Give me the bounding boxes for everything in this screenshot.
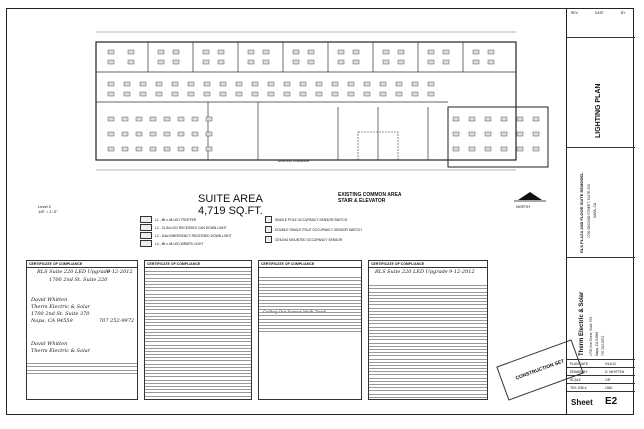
light-fixture bbox=[332, 92, 338, 96]
light-fixture bbox=[108, 82, 114, 86]
rev-header: REV bbox=[571, 11, 578, 15]
light-fixture bbox=[136, 147, 142, 151]
sheet-number: E2 bbox=[605, 396, 618, 407]
scale-value: 1/8" bbox=[605, 378, 611, 382]
level-scale: 1/8" = 1'-0" bbox=[38, 209, 58, 214]
light-fixture bbox=[338, 60, 344, 64]
sheet-label: Sheet bbox=[571, 398, 593, 407]
light-fixture bbox=[383, 50, 389, 54]
job-value: 1582 bbox=[605, 386, 613, 390]
light-fixture bbox=[428, 92, 434, 96]
light-fixture bbox=[140, 92, 146, 96]
light-fixture bbox=[206, 132, 212, 136]
light-fixture bbox=[203, 50, 209, 54]
common-area-text: EXISTING COMMON AREA bbox=[338, 192, 402, 198]
common-area-label bbox=[338, 192, 401, 204]
light-fixture bbox=[293, 50, 299, 54]
certificate-form-4: CERTIFICATE OF COMPLIANCE RLS Suite 220 LED Upgrade 9-12-2012 bbox=[368, 260, 488, 400]
light-fixture bbox=[136, 132, 142, 136]
light-fixture bbox=[136, 117, 142, 121]
light-fixture bbox=[453, 117, 459, 121]
firm-address: 1700 2nd Street, Suite 370 bbox=[589, 316, 593, 356]
light-fixture bbox=[533, 117, 539, 121]
light-fixture bbox=[469, 117, 475, 121]
light-fixture bbox=[396, 82, 402, 86]
light-fixture bbox=[172, 92, 178, 96]
form-lines bbox=[27, 361, 137, 374]
form-note: Ceiling Out Sensor Multi Track bbox=[263, 309, 327, 314]
light-fixture bbox=[488, 60, 494, 64]
suite-area-sqft: 4,719 SQ.FT. bbox=[198, 205, 263, 217]
light-fixture bbox=[332, 82, 338, 86]
light-fixture bbox=[252, 82, 258, 86]
legend-row: L3 - 3/4w EMERGENCY RECESSED DOWN LIGHT bbox=[140, 232, 232, 239]
light-fixture bbox=[268, 92, 274, 96]
light-fixture bbox=[412, 92, 418, 96]
legend-row: L2 - 13-5w LED RECESSED CAN DOWN LIGHT bbox=[140, 224, 227, 231]
plan-date-value: 9/14/12 bbox=[605, 362, 616, 366]
sheet-number-cell bbox=[567, 392, 635, 415]
project-date: 9-12-2012 bbox=[449, 269, 475, 275]
drawn-by-value: D. WHITTEN bbox=[605, 370, 625, 374]
light-fixture bbox=[473, 60, 479, 64]
plan-date-row: PLAN DATE 9/14/12 bbox=[567, 360, 635, 368]
light-fixture bbox=[485, 132, 491, 136]
light-fixture bbox=[300, 92, 306, 96]
project-address: 1700 2nd St. Suite 220 bbox=[49, 277, 108, 283]
light-fixture bbox=[124, 92, 130, 96]
light-fixture bbox=[453, 147, 459, 151]
light-fixture bbox=[218, 60, 224, 64]
firm-name: Therm Electric & Solar bbox=[579, 291, 585, 356]
light-fixture bbox=[412, 82, 418, 86]
light-fixture bbox=[248, 50, 254, 54]
light-fixture bbox=[124, 82, 130, 86]
light-fixture bbox=[284, 82, 290, 86]
light-fixture bbox=[156, 92, 162, 96]
light-fixture bbox=[428, 82, 434, 86]
certificate-form-3: CERTIFICATE OF COMPLIANCE Ceiling Out Sensor Multi Track bbox=[258, 260, 362, 400]
level-label bbox=[38, 204, 58, 214]
light-fixture bbox=[501, 132, 507, 136]
light-fixture bbox=[469, 132, 475, 136]
project-name: RLS PLAZA 2ND FLOOR SUITE REMODEL bbox=[579, 172, 584, 253]
level-name: Level 2 bbox=[38, 204, 51, 209]
light-fixture bbox=[178, 132, 184, 136]
light-fixture bbox=[108, 117, 114, 121]
north-label: NORTH bbox=[516, 204, 531, 209]
job-row: TES JOB # 1582 bbox=[567, 384, 635, 392]
project-city: NAPA, CA bbox=[593, 202, 597, 218]
light-fixture bbox=[533, 147, 539, 151]
sheet-title-cell bbox=[567, 38, 635, 148]
light-fixture bbox=[364, 82, 370, 86]
project-date: 9-12-2012 bbox=[107, 269, 133, 275]
light-fixture bbox=[398, 60, 404, 64]
light-fixture bbox=[248, 60, 254, 64]
light-fixture bbox=[517, 117, 523, 121]
light-fixture bbox=[353, 60, 359, 64]
date-header: DATE bbox=[595, 11, 604, 15]
light-fixture bbox=[348, 82, 354, 86]
signer-name: David Whitten bbox=[31, 297, 68, 303]
light-fixture bbox=[158, 60, 164, 64]
light-fixture bbox=[485, 117, 491, 121]
legend-row: L1 - 8ft x 4ft LED TROFFER bbox=[140, 216, 196, 223]
suite-area-label: SUITE AREA bbox=[198, 193, 263, 205]
light-fixture bbox=[428, 60, 434, 64]
light-fixture bbox=[156, 82, 162, 86]
project-name: RLS Suite 220 LED Upgrade bbox=[375, 269, 448, 275]
legend-row: CEILING MOUNTED OCCUPANCY SENSOR bbox=[265, 236, 342, 243]
signer-name-2: David Whitten bbox=[31, 341, 68, 347]
project-info-cell bbox=[567, 148, 635, 258]
light-fixture bbox=[364, 92, 370, 96]
light-fixture bbox=[108, 132, 114, 136]
light-fixture bbox=[473, 50, 479, 54]
light-fixture bbox=[308, 50, 314, 54]
light-fixture bbox=[300, 82, 306, 86]
light-fixture bbox=[308, 60, 314, 64]
scale-row: SCALE 1/8" bbox=[567, 376, 635, 384]
light-fixture bbox=[164, 117, 170, 121]
legend-row: SINGLE POLE OCCUPANCY SENSOR SWITCH bbox=[265, 216, 347, 223]
certificate-form-2: CERTIFICATE OF COMPLIANCE bbox=[144, 260, 252, 400]
stair-elevator-text: STAIR & ELEVATOR bbox=[338, 198, 386, 204]
light-fixture bbox=[501, 117, 507, 121]
light-fixture bbox=[178, 117, 184, 121]
light-fixture bbox=[108, 50, 114, 54]
light-fixture bbox=[192, 117, 198, 121]
light-fixture bbox=[203, 60, 209, 64]
light-fixture bbox=[316, 92, 322, 96]
light-fixture bbox=[443, 50, 449, 54]
light-fixture bbox=[488, 50, 494, 54]
light-fixture bbox=[173, 60, 179, 64]
project-name: RLS Suite 220 LED Upgrade bbox=[37, 269, 110, 275]
light-fixture bbox=[348, 92, 354, 96]
light-fixture bbox=[236, 92, 242, 96]
company-phone: 707 252-9972 bbox=[99, 318, 135, 324]
light-fixture bbox=[164, 132, 170, 136]
light-fixture bbox=[158, 50, 164, 54]
light-fixture bbox=[517, 147, 523, 151]
by-header: BY bbox=[621, 11, 626, 15]
light-fixture bbox=[218, 50, 224, 54]
light-fixture bbox=[293, 60, 299, 64]
title-block bbox=[566, 8, 634, 415]
light-fixture bbox=[172, 82, 178, 86]
company-name-2: Therm Electric & Solar bbox=[31, 348, 91, 354]
light-fixture bbox=[380, 92, 386, 96]
light-fixture bbox=[443, 60, 449, 64]
light-fixture bbox=[501, 147, 507, 151]
light-fixture bbox=[128, 50, 134, 54]
company-city: Napa, CA 94559 bbox=[31, 318, 73, 324]
light-fixture bbox=[173, 50, 179, 54]
light-fixture bbox=[284, 92, 290, 96]
light-fixture bbox=[398, 50, 404, 54]
light-fixture bbox=[108, 92, 114, 96]
light-fixture bbox=[252, 92, 258, 96]
light-fixture bbox=[150, 132, 156, 136]
light-fixture bbox=[268, 82, 274, 86]
firm-city: Napa, CA 94559 bbox=[595, 331, 599, 356]
company-address: 1700 2nd St. Suite 370 bbox=[31, 311, 90, 317]
light-fixture bbox=[204, 82, 210, 86]
form-table-lines bbox=[145, 269, 251, 400]
revision-table bbox=[567, 8, 635, 38]
light-fixture bbox=[353, 50, 359, 54]
legend-row: L4 - 8ft x 4ft LED WRAPS LIGHT bbox=[140, 240, 203, 247]
light-fixture bbox=[128, 60, 134, 64]
light-fixture bbox=[140, 82, 146, 86]
light-fixture bbox=[485, 147, 491, 151]
light-fixture bbox=[108, 60, 114, 64]
fixture-legend bbox=[140, 212, 390, 256]
light-fixture bbox=[263, 50, 269, 54]
light-fixture bbox=[122, 117, 128, 121]
corridor-label: EXISTING CORRIDOR bbox=[278, 159, 310, 163]
light-fixture bbox=[204, 92, 210, 96]
light-fixture bbox=[178, 147, 184, 151]
light-fixture bbox=[383, 60, 389, 64]
light-fixture bbox=[150, 117, 156, 121]
light-fixture bbox=[150, 147, 156, 151]
form-table-lines bbox=[259, 275, 361, 332]
light-fixture bbox=[453, 132, 459, 136]
light-fixture bbox=[517, 132, 523, 136]
light-fixture bbox=[122, 132, 128, 136]
firm-info-cell bbox=[567, 258, 635, 360]
project-address: 1700 SECOND STREET, SUITE 220 bbox=[587, 184, 591, 238]
light-fixture bbox=[220, 92, 226, 96]
light-fixture bbox=[206, 117, 212, 121]
light-fixture bbox=[263, 60, 269, 64]
firm-phone: 707 252-9972 bbox=[601, 335, 605, 356]
light-fixture bbox=[533, 132, 539, 136]
sheet-title: LIGHTING PLAN bbox=[595, 83, 602, 138]
form-lines bbox=[369, 283, 487, 400]
light-fixture bbox=[188, 82, 194, 86]
light-fixture bbox=[316, 82, 322, 86]
light-fixture bbox=[188, 92, 194, 96]
drawn-by-row: DRAWN BY D. WHITTEN bbox=[567, 368, 635, 376]
construction-set-stamp: CONSTRUCTION SET bbox=[496, 339, 583, 400]
light-fixture bbox=[220, 82, 226, 86]
certificate-form-1: CERTIFICATE OF COMPLIANCE RLS Suite 220 LED Upgrade 9-12-2012 1700 2nd St. Suite 220 David Whitten Therm Electric & Solar 1700 2nd St. Suite 370 Napa, CA 94559 707 252-9972 David Whitten Therm Electric & Solar bbox=[26, 260, 138, 400]
company-name: Therm Electric & Solar bbox=[31, 304, 91, 310]
light-fixture bbox=[396, 92, 402, 96]
floor-plan-drawing bbox=[8, 12, 563, 202]
light-fixture bbox=[206, 147, 212, 151]
light-fixture bbox=[192, 147, 198, 151]
light-fixture bbox=[192, 132, 198, 136]
light-fixture bbox=[236, 82, 242, 86]
light-fixture bbox=[122, 147, 128, 151]
light-fixture bbox=[469, 147, 475, 151]
light-fixture bbox=[338, 50, 344, 54]
light-fixture bbox=[108, 147, 114, 151]
light-fixture bbox=[380, 82, 386, 86]
light-fixture bbox=[428, 50, 434, 54]
light-fixture bbox=[164, 147, 170, 151]
legend-row: DOUBLE SINGLE POLE OCCUPANCY SENSOR SWITCH bbox=[265, 226, 362, 233]
